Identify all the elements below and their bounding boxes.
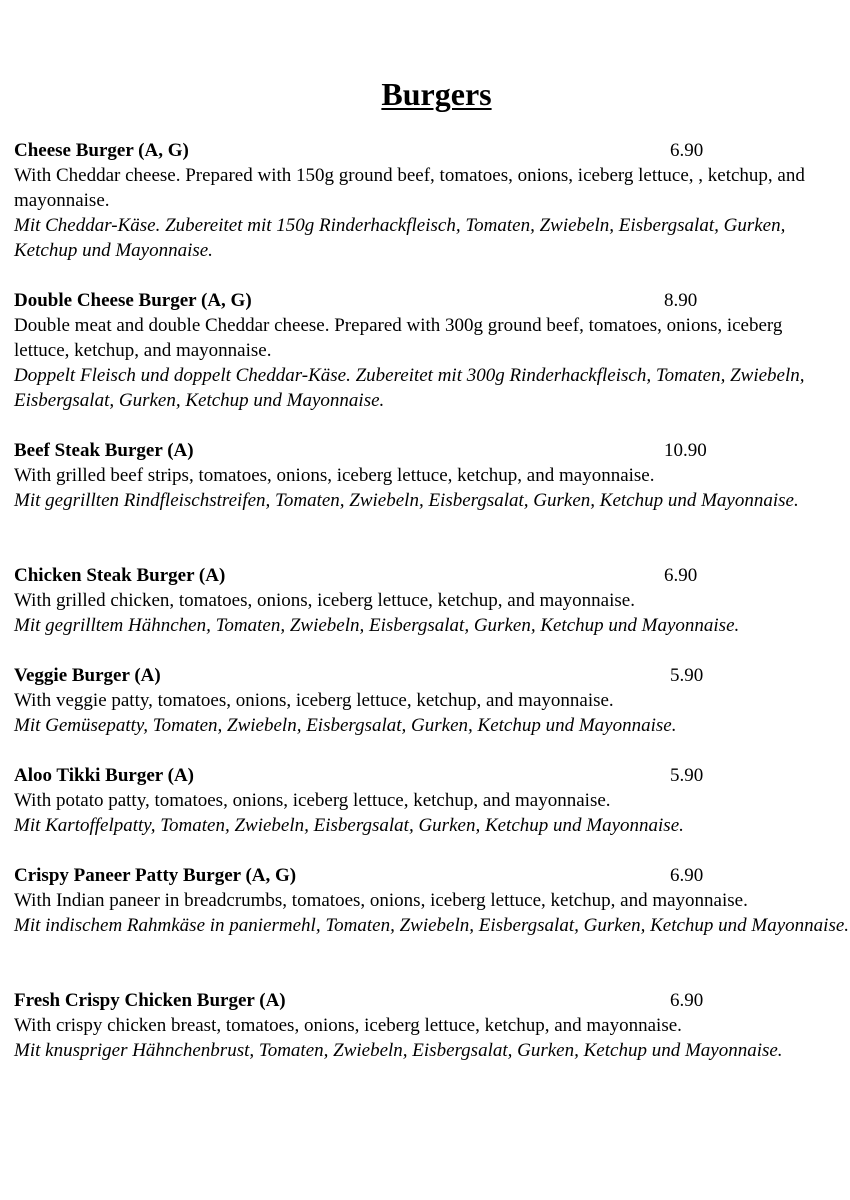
menu-item-description-en: With Cheddar cheese. Prepared with 150g ground beef, tomatoes, onions, iceberg lettuce, , ketchup, and mayonnaise. <box>14 165 805 211</box>
menu-item-header <box>14 663 850 688</box>
menu-item-description-en: With Indian paneer in breadcrumbs, tomatoes, onions, iceberg lettuce, ketchup, and mayonnaise. <box>14 890 748 911</box>
menu-item-price: 8.90 <box>664 290 698 311</box>
menu-item-description-de: Doppelt Fleisch und doppelt Cheddar-Käse. Zubereitet mit 300g Rinderhackfleisch, Tomaten, Zwiebeln, Eisbergsalat, Gurken, Ketchup und Mayonnaise. <box>14 365 805 411</box>
menu-item-price: 6.90 <box>664 565 698 586</box>
menu-item-header <box>14 863 850 888</box>
menu-item-name: Double Cheese Burger (A, G) <box>14 290 252 311</box>
menu-item-description-en: With grilled beef strips, tomatoes, onions, iceberg lettuce, ketchup, and mayonnaise. <box>14 465 655 486</box>
menu-item-beef-steak-burger <box>14 438 850 513</box>
menu-item-description-de: Mit gegrilltem Hähnchen, Tomaten, Zwiebeln, Eisbergsalat, Gurken, Ketchup und Mayonnaise. <box>14 615 740 636</box>
menu-item-header <box>14 763 850 788</box>
menu-item-description-de: Mit Cheddar-Käse. Zubereitet mit 150g Rinderhackfleisch, Tomaten, Zwiebeln, Eisbergsalat, Gurken, Ketchup und Mayonnaise. <box>14 215 786 261</box>
menu-item-aloo-tikki-burger <box>14 763 850 838</box>
menu-item-header <box>14 563 850 588</box>
menu-item-name: Chicken Steak Burger (A) <box>14 565 226 586</box>
menu-item-veggie-burger <box>14 663 850 738</box>
menu-item-description-de: Mit gegrillten Rindfleischstreifen, Tomaten, Zwiebeln, Eisbergsalat, Gurken, Ketchup und Mayonnaise. <box>14 490 799 511</box>
page-title: Burgers <box>381 76 492 112</box>
menu-item-description-en: With crispy chicken breast, tomatoes, onions, iceberg lettuce, ketchup, and mayonnaise. <box>14 1015 682 1036</box>
menu-item-name: Cheese Burger (A, G) <box>14 140 189 161</box>
menu-item-price: 6.90 <box>670 140 704 161</box>
menu-item-description-en: With grilled chicken, tomatoes, onions, iceberg lettuce, ketchup, and mayonnaise. <box>14 590 635 611</box>
menu-item-double-cheese-burger <box>14 288 850 413</box>
menu-item-name: Crispy Paneer Patty Burger (A, G) <box>14 865 297 886</box>
menu-item-description-en: With potato patty, tomatoes, onions, iceberg lettuce, ketchup, and mayonnaise. <box>14 790 611 811</box>
menu-item-price: 10.90 <box>664 440 707 461</box>
menu-item-header <box>14 288 850 313</box>
menu-item-price: 5.90 <box>670 665 704 686</box>
menu-item-description-de: Mit Kartoffelpatty, Tomaten, Zwiebeln, Eisbergsalat, Gurken, Ketchup und Mayonnaise. <box>14 815 684 836</box>
menu-item-header <box>14 438 850 463</box>
menu-item-crispy-paneer-patty-burger <box>14 863 850 938</box>
menu-item-description-de: Mit indischem Rahmkäse in paniermehl, Tomaten, Zwiebeln, Eisbergsalat, Gurken, Ketchup und Mayonnaise. <box>14 915 850 936</box>
menu-item-price: 6.90 <box>670 990 704 1011</box>
menu-item-description-en: With veggie patty, tomatoes, onions, iceberg lettuce, ketchup, and mayonnaise. <box>14 690 614 711</box>
menu-item-name: Aloo Tikki Burger (A) <box>14 765 194 786</box>
menu-item-chicken-steak-burger <box>14 563 850 638</box>
menu-item-price: 5.90 <box>670 765 704 786</box>
menu-item-name: Beef Steak Burger (A) <box>14 440 194 461</box>
menu-item-fresh-crispy-chicken-burger <box>14 988 850 1063</box>
menu-item-header <box>14 138 850 163</box>
menu-item-price: 6.90 <box>670 865 704 886</box>
menu-item-name: Fresh Crispy Chicken Burger (A) <box>14 990 286 1011</box>
menu-item-header <box>14 988 850 1013</box>
menu-item-cheese-burger <box>14 138 850 263</box>
menu-item-description-en: Double meat and double Cheddar cheese. Prepared with 300g ground beef, tomatoes, onions, iceberg lettuce, ketchup, and mayonnaise. <box>14 315 783 361</box>
menu-item-description-de: Mit knuspriger Hähnchenbrust, Tomaten, Zwiebeln, Eisbergsalat, Gurken, Ketchup und Mayonnaise. <box>14 1040 783 1061</box>
menu-item-name: Veggie Burger (A) <box>14 665 161 686</box>
menu-item-description-de: Mit Gemüsepatty, Tomaten, Zwiebeln, Eisbergsalat, Gurken, Ketchup und Mayonnaise. <box>14 715 677 736</box>
